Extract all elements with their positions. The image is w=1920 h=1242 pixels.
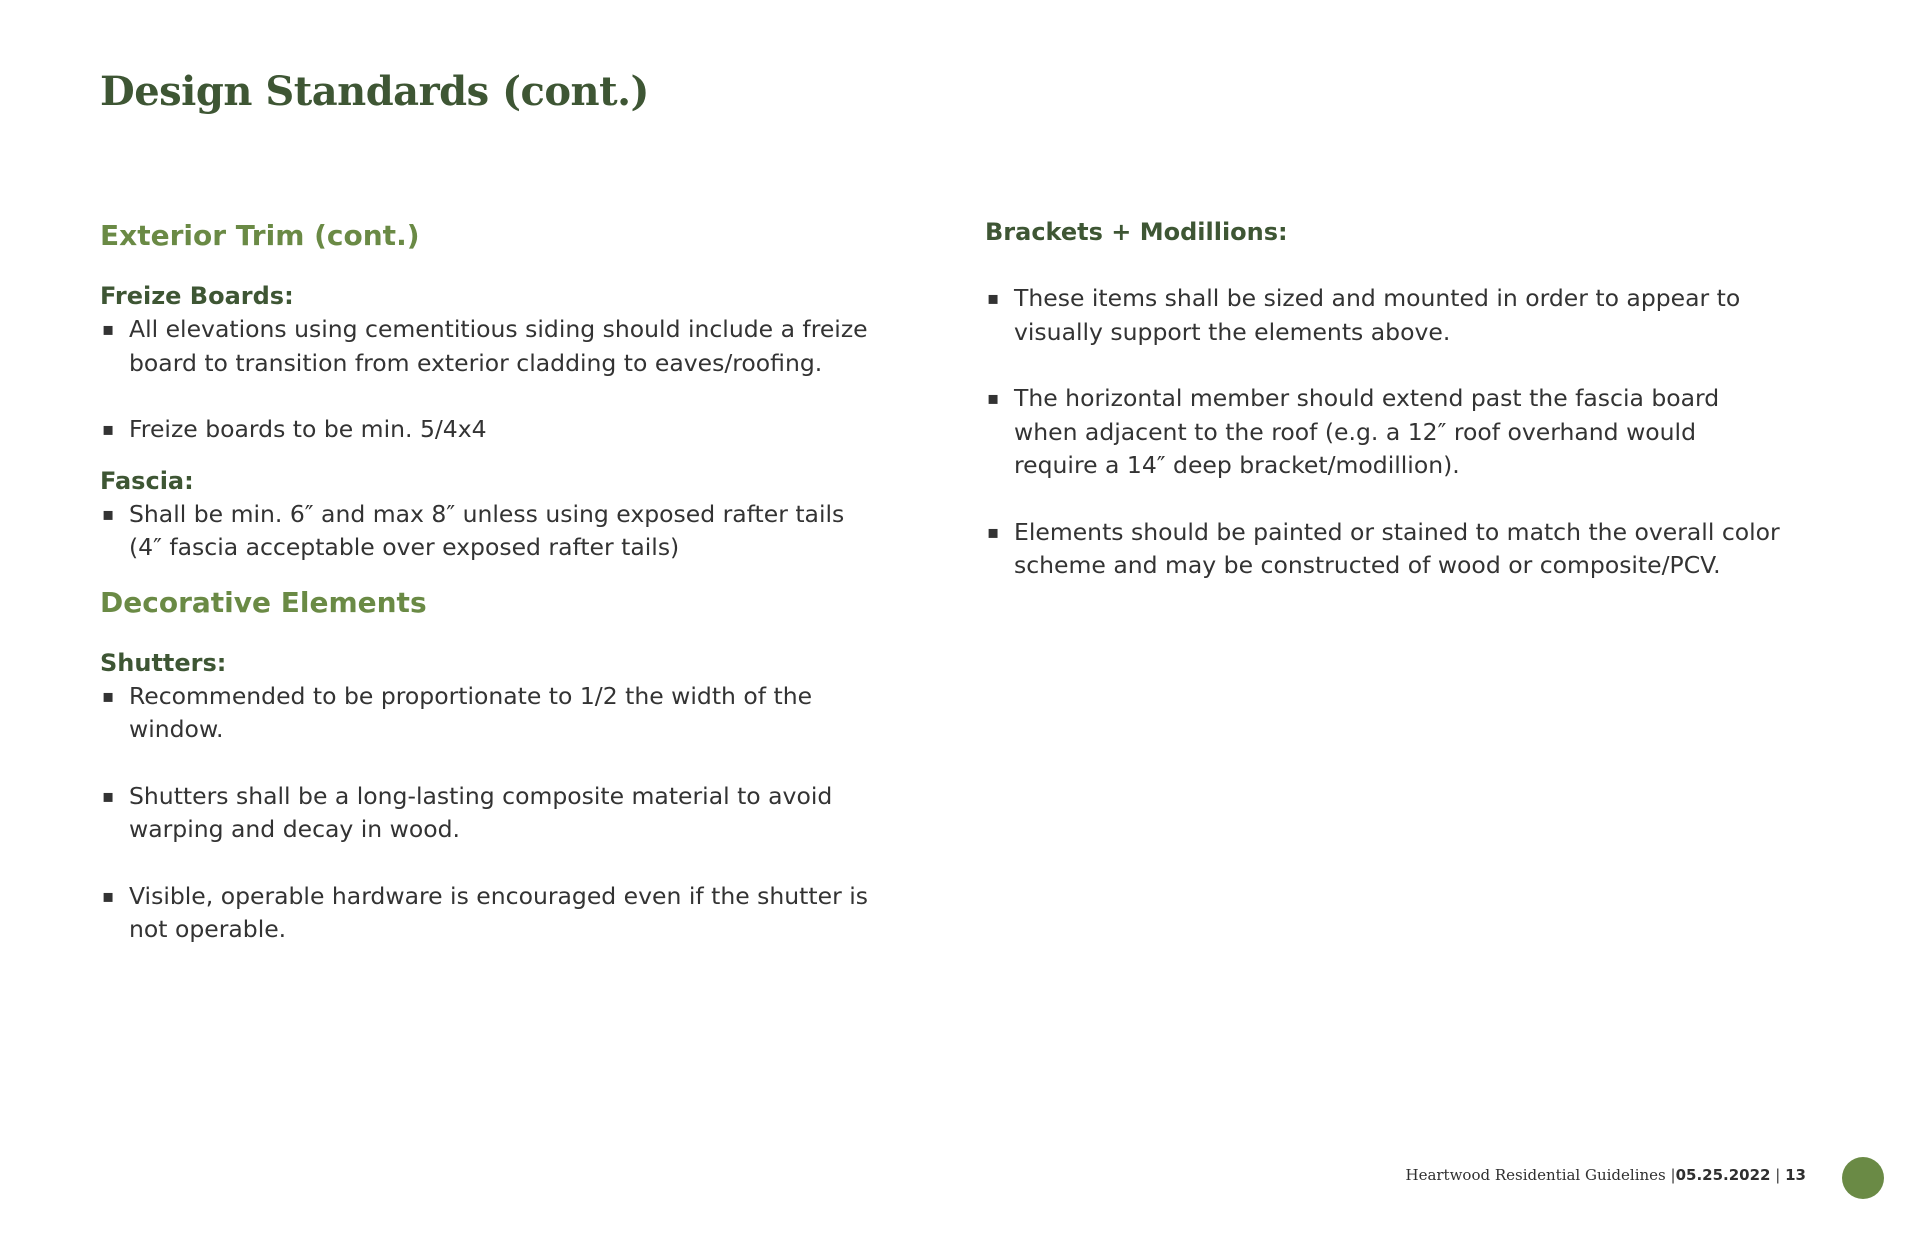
list-item xyxy=(100,880,880,947)
bullet-icon: ▪ xyxy=(987,521,1000,543)
list-item xyxy=(985,382,1785,483)
fascia-list xyxy=(100,498,880,565)
shutters-list xyxy=(100,680,880,947)
right-column xyxy=(985,216,1785,583)
footer-document-name: Heartwood Residential Guidelines xyxy=(1405,1166,1666,1184)
list-item-text: Shall be min. 6″ and max 8″ unless using exposed rafter tails (4″ fascia acceptable over exposed rafter tails) xyxy=(129,499,845,561)
page-number: 13 xyxy=(1785,1166,1806,1184)
list-item-text: The horizontal member should extend past the fascia board when adjacent to the roof (e.g. a 12″ roof overhand would require a 14″ deep bracket/modillion). xyxy=(1014,384,1720,479)
page-marker-circle-icon xyxy=(1842,1157,1884,1199)
list-item xyxy=(100,780,880,847)
list-item xyxy=(100,313,880,380)
list-item xyxy=(100,498,880,565)
bullet-icon: ▪ xyxy=(102,685,115,707)
freize-boards-list xyxy=(100,313,880,447)
list-item-text: All elevations using cementitious siding should include a freize board to transition from exterior cladding to eaves/roofing. xyxy=(129,315,868,377)
subheading-fascia: Fascia: xyxy=(100,466,194,495)
subheading-shutters: Shutters: xyxy=(100,648,227,677)
footer-separator: | xyxy=(1670,1166,1676,1184)
list-item-text: Recommended to be proportionate to 1/2 the width of the window. xyxy=(129,681,813,743)
page-title: Design Standards (cont.) xyxy=(100,68,649,115)
subheading-brackets-modillions: Brackets + Modillions: xyxy=(985,218,1288,246)
list-item-text: Elements should be painted or stained to match the overall color scheme and may be constructed of wood or composite/PCV. xyxy=(1014,517,1780,579)
section-heading-exterior-trim: Exterior Trim (cont.) xyxy=(100,219,420,252)
bullet-icon: ▪ xyxy=(102,319,115,340)
list-item-text: Shutters shall be a long-lasting composite material to avoid warping and decay in wood. xyxy=(129,781,833,843)
bullet-icon: ▪ xyxy=(102,885,115,907)
bullet-icon: ▪ xyxy=(102,419,115,440)
list-item xyxy=(985,516,1785,583)
footer-date: 05.25.2022 xyxy=(1675,1166,1771,1184)
bullet-icon: ▪ xyxy=(102,503,115,525)
list-item-text: Freize boards to be min. 5/4x4 xyxy=(129,415,487,443)
footer-separator: | xyxy=(1775,1166,1781,1184)
bullet-icon: ▪ xyxy=(102,785,115,807)
brackets-list xyxy=(985,282,1785,583)
bullet-icon: ▪ xyxy=(987,388,1000,409)
page-footer xyxy=(1405,1163,1806,1187)
list-item xyxy=(985,282,1785,349)
list-item-text: These items shall be sized and mounted in order to appear to visually support the elements above. xyxy=(1014,284,1741,346)
subheading-freize-boards: Freize Boards: xyxy=(100,282,294,310)
section-heading-decorative-elements: Decorative Elements xyxy=(100,585,427,619)
list-item xyxy=(100,680,880,747)
list-item-text: Visible, operable hardware is encouraged even if the shutter is not operable. xyxy=(129,881,868,943)
list-item xyxy=(100,413,880,447)
left-column xyxy=(100,216,880,947)
bullet-icon: ▪ xyxy=(987,288,1000,309)
